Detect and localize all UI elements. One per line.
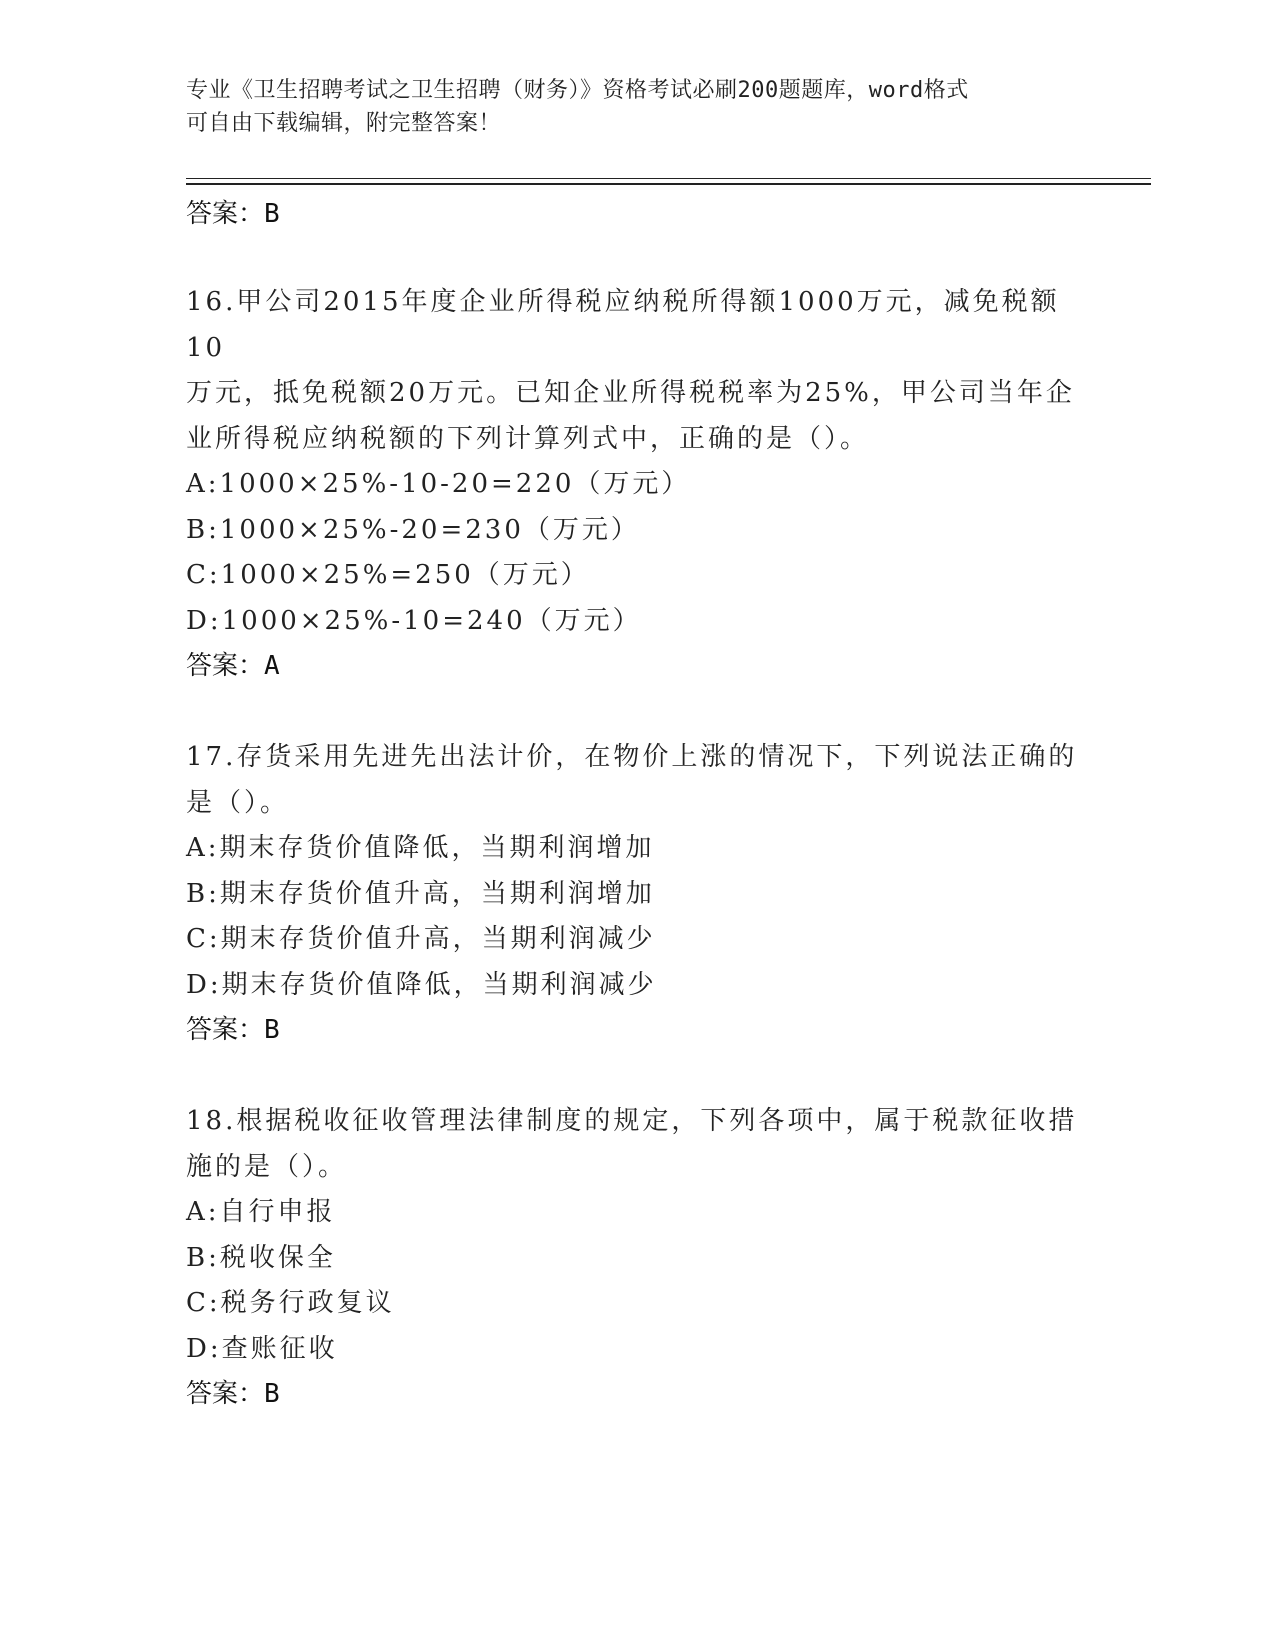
option-d: D:期末存货价值降低，当期利润减少	[186, 969, 657, 1000]
option-a: A:自行申报	[186, 1197, 336, 1227]
option-d: D:查账征收	[186, 1333, 338, 1364]
option-c: C:税务行政复议	[186, 1288, 395, 1318]
stem-line: 是（）。	[186, 787, 290, 818]
option-b: B:税收保全	[186, 1242, 336, 1273]
option-c: C:期末存货价值升高，当期利润减少	[186, 924, 656, 954]
question-17	[186, 735, 1086, 1053]
option-a: A:1000×25%-10-20=220（万元）	[186, 469, 691, 499]
stem-line: 16.甲公司2015年度企业所得税应纳税所得额1000万元，减免税额10	[186, 287, 1060, 363]
answer-label: 答案：A	[186, 651, 280, 681]
header-line-2: 可自由下载编辑，附完整答案！	[186, 111, 502, 136]
answer-label: 答案：B	[186, 1379, 280, 1409]
header-line-1: 专业《卫生招聘考试之卫生招聘（财务）》资格考试必刷200题题库，word格式	[186, 78, 969, 103]
question-18	[186, 1099, 1086, 1417]
option-d: D:1000×25%-10=240（万元）	[186, 605, 642, 636]
question-stem	[186, 280, 1086, 462]
question-stem	[186, 1099, 1086, 1190]
stem-line: 万元，抵免税额20万元。已知企业所得税税率为25%，甲公司当年企	[186, 378, 1075, 408]
option-c: C:1000×25%=250（万元）	[186, 560, 590, 590]
option-b: B:期末存货价值升高，当期利润增加	[186, 878, 655, 909]
option-b: B:1000×25%-20=230（万元）	[186, 514, 640, 545]
stem-line: 18.根据税收征收管理法律制度的规定，下列各项中，属于税款征收措	[186, 1106, 1078, 1136]
header-divider-thick	[186, 183, 1151, 185]
document-header	[186, 74, 1086, 140]
question-list	[186, 280, 1086, 1463]
question-16	[186, 280, 1086, 689]
stem-line: 17.存货采用先进先出法计价，在物价上涨的情况下，下列说法正确的	[186, 742, 1078, 772]
answer-label: 答案：B	[186, 1015, 280, 1045]
question-stem	[186, 735, 1086, 826]
previous-answer: 答案：B	[186, 199, 280, 229]
stem-line: 业所得税应纳税额的下列计算列式中，正确的是（）。	[186, 423, 870, 454]
header-divider-thin	[186, 178, 1151, 179]
stem-line: 施的是（）。	[186, 1151, 348, 1182]
option-a: A:期末存货价值降低，当期利润增加	[186, 833, 655, 863]
